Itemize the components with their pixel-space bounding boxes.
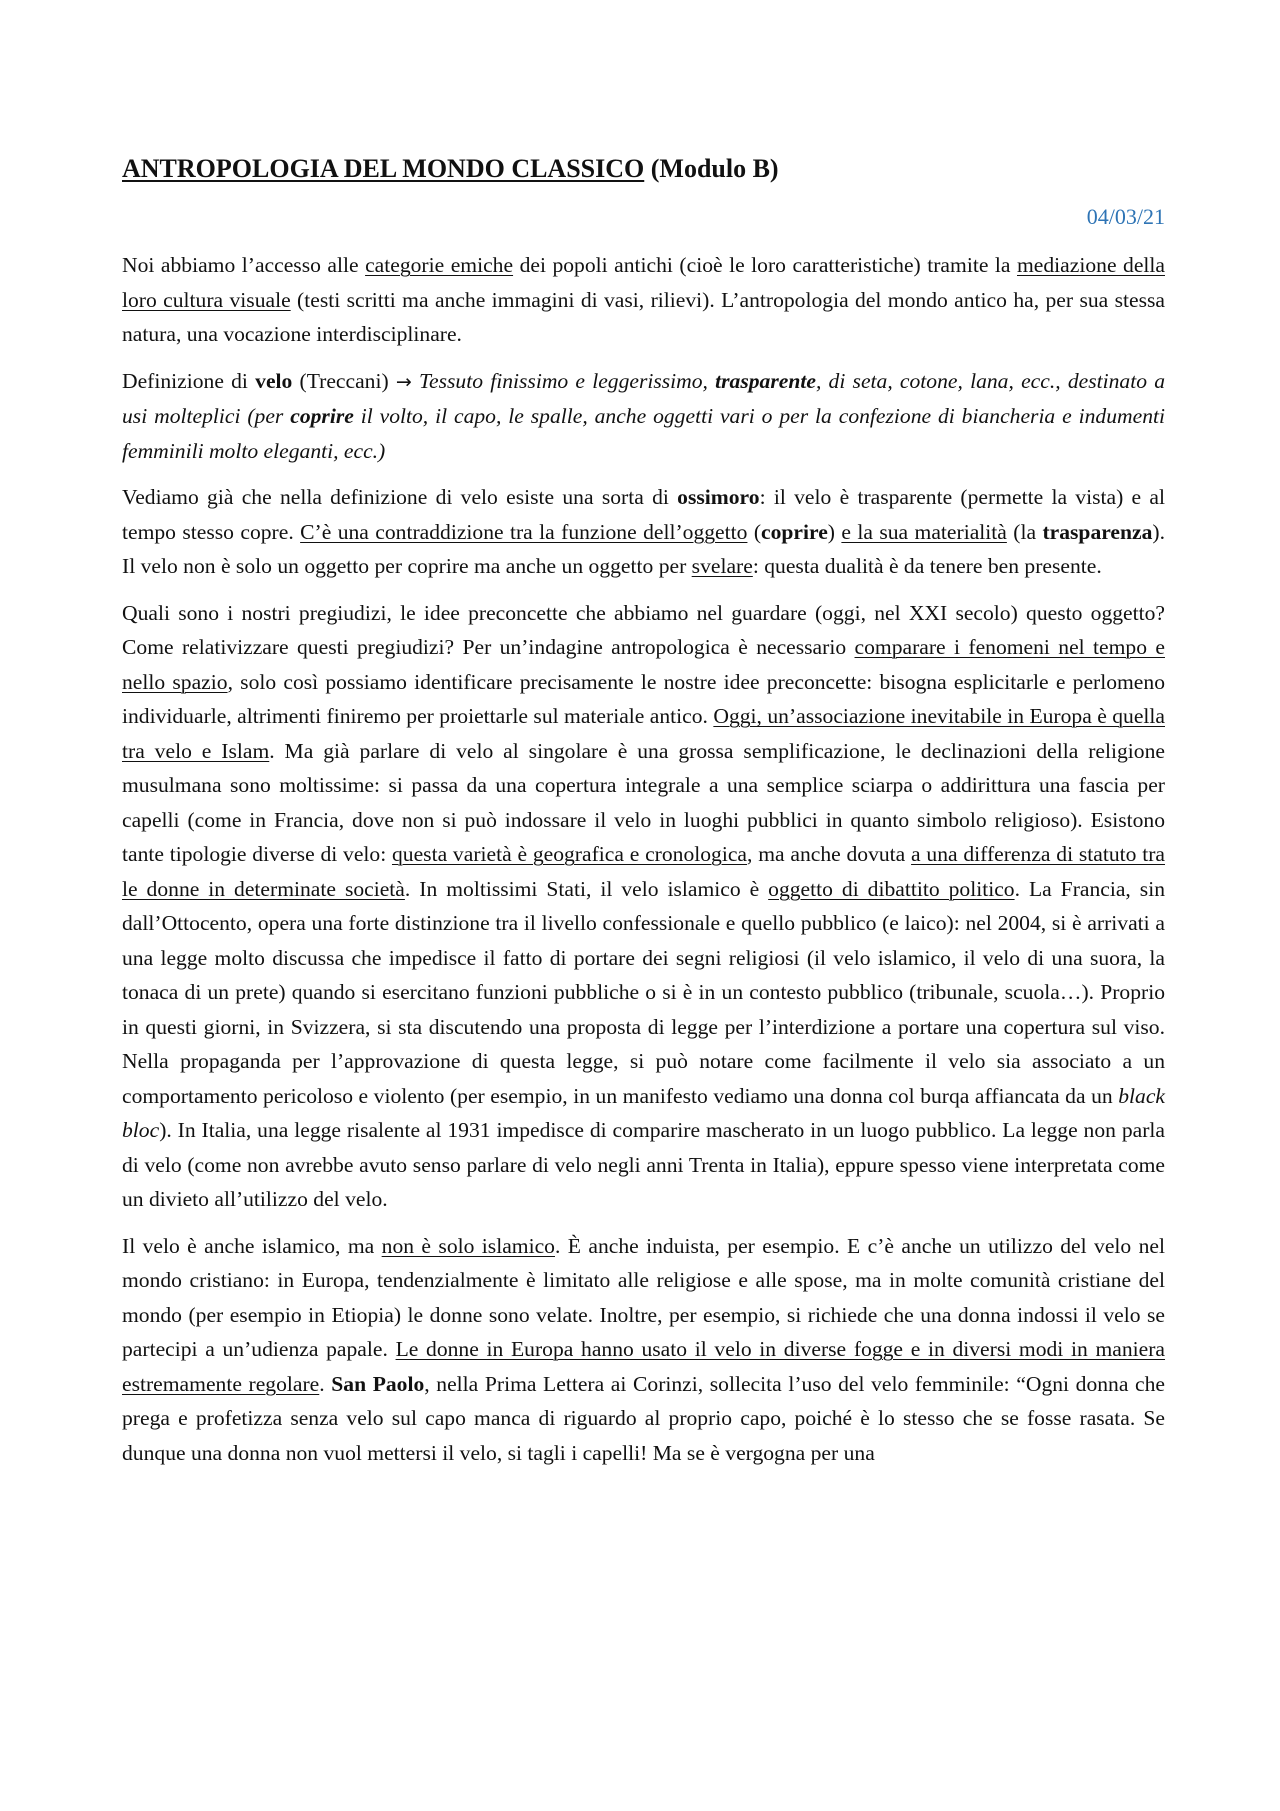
text-run: . Ma già parlare di velo al singolare è una grossa semplificazione, le declinazioni della religione musulmana sono moltissime: si passa da una copertura integrale a una semplice sciarpa o addirittura una fascia per capelli (come in Francia, dove non si può indossare il velo in luoghi pubblici in quanto simbolo religioso). Esistono tante tipologie diverse di velo: [122,738,1165,866]
text-run: San Paolo [331,1371,425,1396]
text-run: categorie emiche [365,253,514,277]
document-date: 04/03/21 [1086,204,1165,229]
text-run: a una differenza di statuto tra le donne in determinate società [122,842,1165,901]
text-run: questa varietà è geografica e cronologica [391,842,748,866]
text-run: , solo così possiamo identificare precisamente le nostre idee preconcette: bisogna esplicitarle e perlomeno individuarle, altrimenti finiremo per proiettarle sul materiale antico. [122,669,1165,728]
document-body [122,150,1165,1482]
text-run: , di seta, cotone, lana, ecc., destinato a usi molteplici (per [122,368,1165,428]
paragraph-5 [122,1229,1165,1471]
text-run: Quali sono i nostri pregiudizi, le idee preconcette che abbiamo nel guardare (oggi, nel XXI secolo) questo oggetto? Come relativizzare questi pregiudizi? Per un’indagine antropologica è necessario [122,600,1165,659]
paragraph-2 [122,364,1165,469]
text-run: Definizione di [122,368,256,393]
text-run: C’è una contraddizione tra la funzione dell’oggetto [300,519,748,544]
text-run: , nella Prima Lettera ai Corinzi, sollecita l’uso del velo femminile: “Ogni donna che prega e profetizza senza velo sul capo manca di riguardo al proprio capo, poiché è lo stesso che se fosse rasata. Se dunque una donna non vuol mettersi il velo, si tagli i capelli! Ma se è vergogna per una [122,1371,1166,1465]
text-run: black bloc [122,1083,1165,1142]
text-run: ossimoro [677,485,760,509]
text-run: coprire [290,404,354,428]
text-run: . La Francia, sin dall’Ottocento, opera una forte distinzione tra il livello confessionale e quello pubblico (e laico): nel 2004, si è arrivati a una legge molto discussa che impedisce il fatto di portare dei segni religiosi (il velo islamico, il velo di una suora, la tonaca di un prete) quando si esercitano funzioni pubbliche o si è in un contesto pubblico (tribunale, scuola…). Proprio in questi giorni, in Svizzera, si sta discutendo una proposta di legge per l’interdizione a portare una copertura sul viso. Nella propaganda per l’approvazione di questa legge, si può notare come facilmente il velo sia associato a un comportamento pericoloso e violento (per esempio, in un manifesto vediamo una donna col burqa affiancata da un [122,876,1166,1108]
text-run: , ma anche dovuta [747,842,912,866]
text-run: trasparenza [1042,519,1153,544]
text-run: ( [747,519,762,544]
title-main: ANTROPOLOGIA DEL MONDO CLASSICO [122,154,645,183]
text-run: ). In Italia, una legge risalente al 1931 impedisce di comparire mascherato in un luogo pubblico. La legge non parla di velo (come non avrebbe avuto senso parlare di velo negli anni Trenta in Italia), eppure spesso viene interpretata come un divieto all’utilizzo del velo. [122,1118,1165,1211]
text-run: Le donne in Europa hanno usato il velo in diverse fogge e in diversi modi in maniera estremamente regolare [122,1337,1166,1396]
text-run: mediazione della loro cultura visuale [122,253,1165,312]
text-run: (la [1006,519,1043,544]
text-run: Noi abbiamo l’accesso alle [122,253,366,277]
paragraph-3 [122,480,1165,584]
arrow-icon: → [395,370,412,393]
text-run: (Treccani) [292,368,396,393]
text-run: il volto, il capo, le spalle, anche oggetti vari o per la confezione di biancheria e indumenti femminili molto eleganti, ecc.) [122,404,1165,463]
text-run: non è solo islamico [381,1233,555,1258]
text-run: : questa dualità è da tenere ben presente. [752,554,1102,578]
text-run: ). Il velo non è solo un oggetto per coprire ma anche un oggetto per [122,519,1165,578]
text-run: ) [827,519,842,544]
text-run: . In moltissimi Stati, il velo islamico è [404,876,769,901]
text-run: : il velo è trasparente (permette la vista) e al tempo stesso copre. [122,485,1166,544]
text-run: e la sua materialità [841,519,1007,544]
text-run: (testi scritti ma anche immagini di vasi, rilievi). L’antropologia del mondo antico ha, per sua stessa natura, una vocazione interdisciplinare. [122,287,1165,346]
paragraph-1 [122,248,1165,352]
text-run: . È anche induista, per esempio. E c’è anche un utilizzo del velo nel mondo cristiano: in Europa, tendenzialmente è limitato alle religiose e alle spose, ma in molte comunità cristiane del mondo (per esempio in Etiopia) le donne sono velate. Inoltre, per esempio, si richiede che una donna indossi il velo se partecipi a un’udienza papale. [122,1233,1165,1361]
text-run: velo [255,368,293,393]
paragraph-4 [122,596,1165,1217]
text-run: . [319,1371,332,1396]
text-run: trasparente [715,368,816,393]
document-title [122,150,1165,188]
text-run: Vediamo già che nella definizione di velo esiste una sorta di [122,485,678,509]
text-run: oggetto di dibattito politico [768,876,1015,901]
text-run: Tessuto finissimo e leggerissimo, [419,368,716,393]
text-run: coprire [761,519,828,544]
text-run: svelare [691,554,753,578]
title-sub: (Modulo B) [644,154,779,183]
text-run: dei popoli antichi (cioè le loro caratteristiche) tramite la [513,253,1017,277]
text-run [412,369,419,393]
text-run: Oggi, un’associazione inevitabile in Europa è quella tra velo e Islam [122,704,1165,763]
text-run: Il velo è anche islamico, ma [122,1233,382,1258]
text-run: comparare i fenomeni nel tempo e nello spazio [122,635,1165,694]
